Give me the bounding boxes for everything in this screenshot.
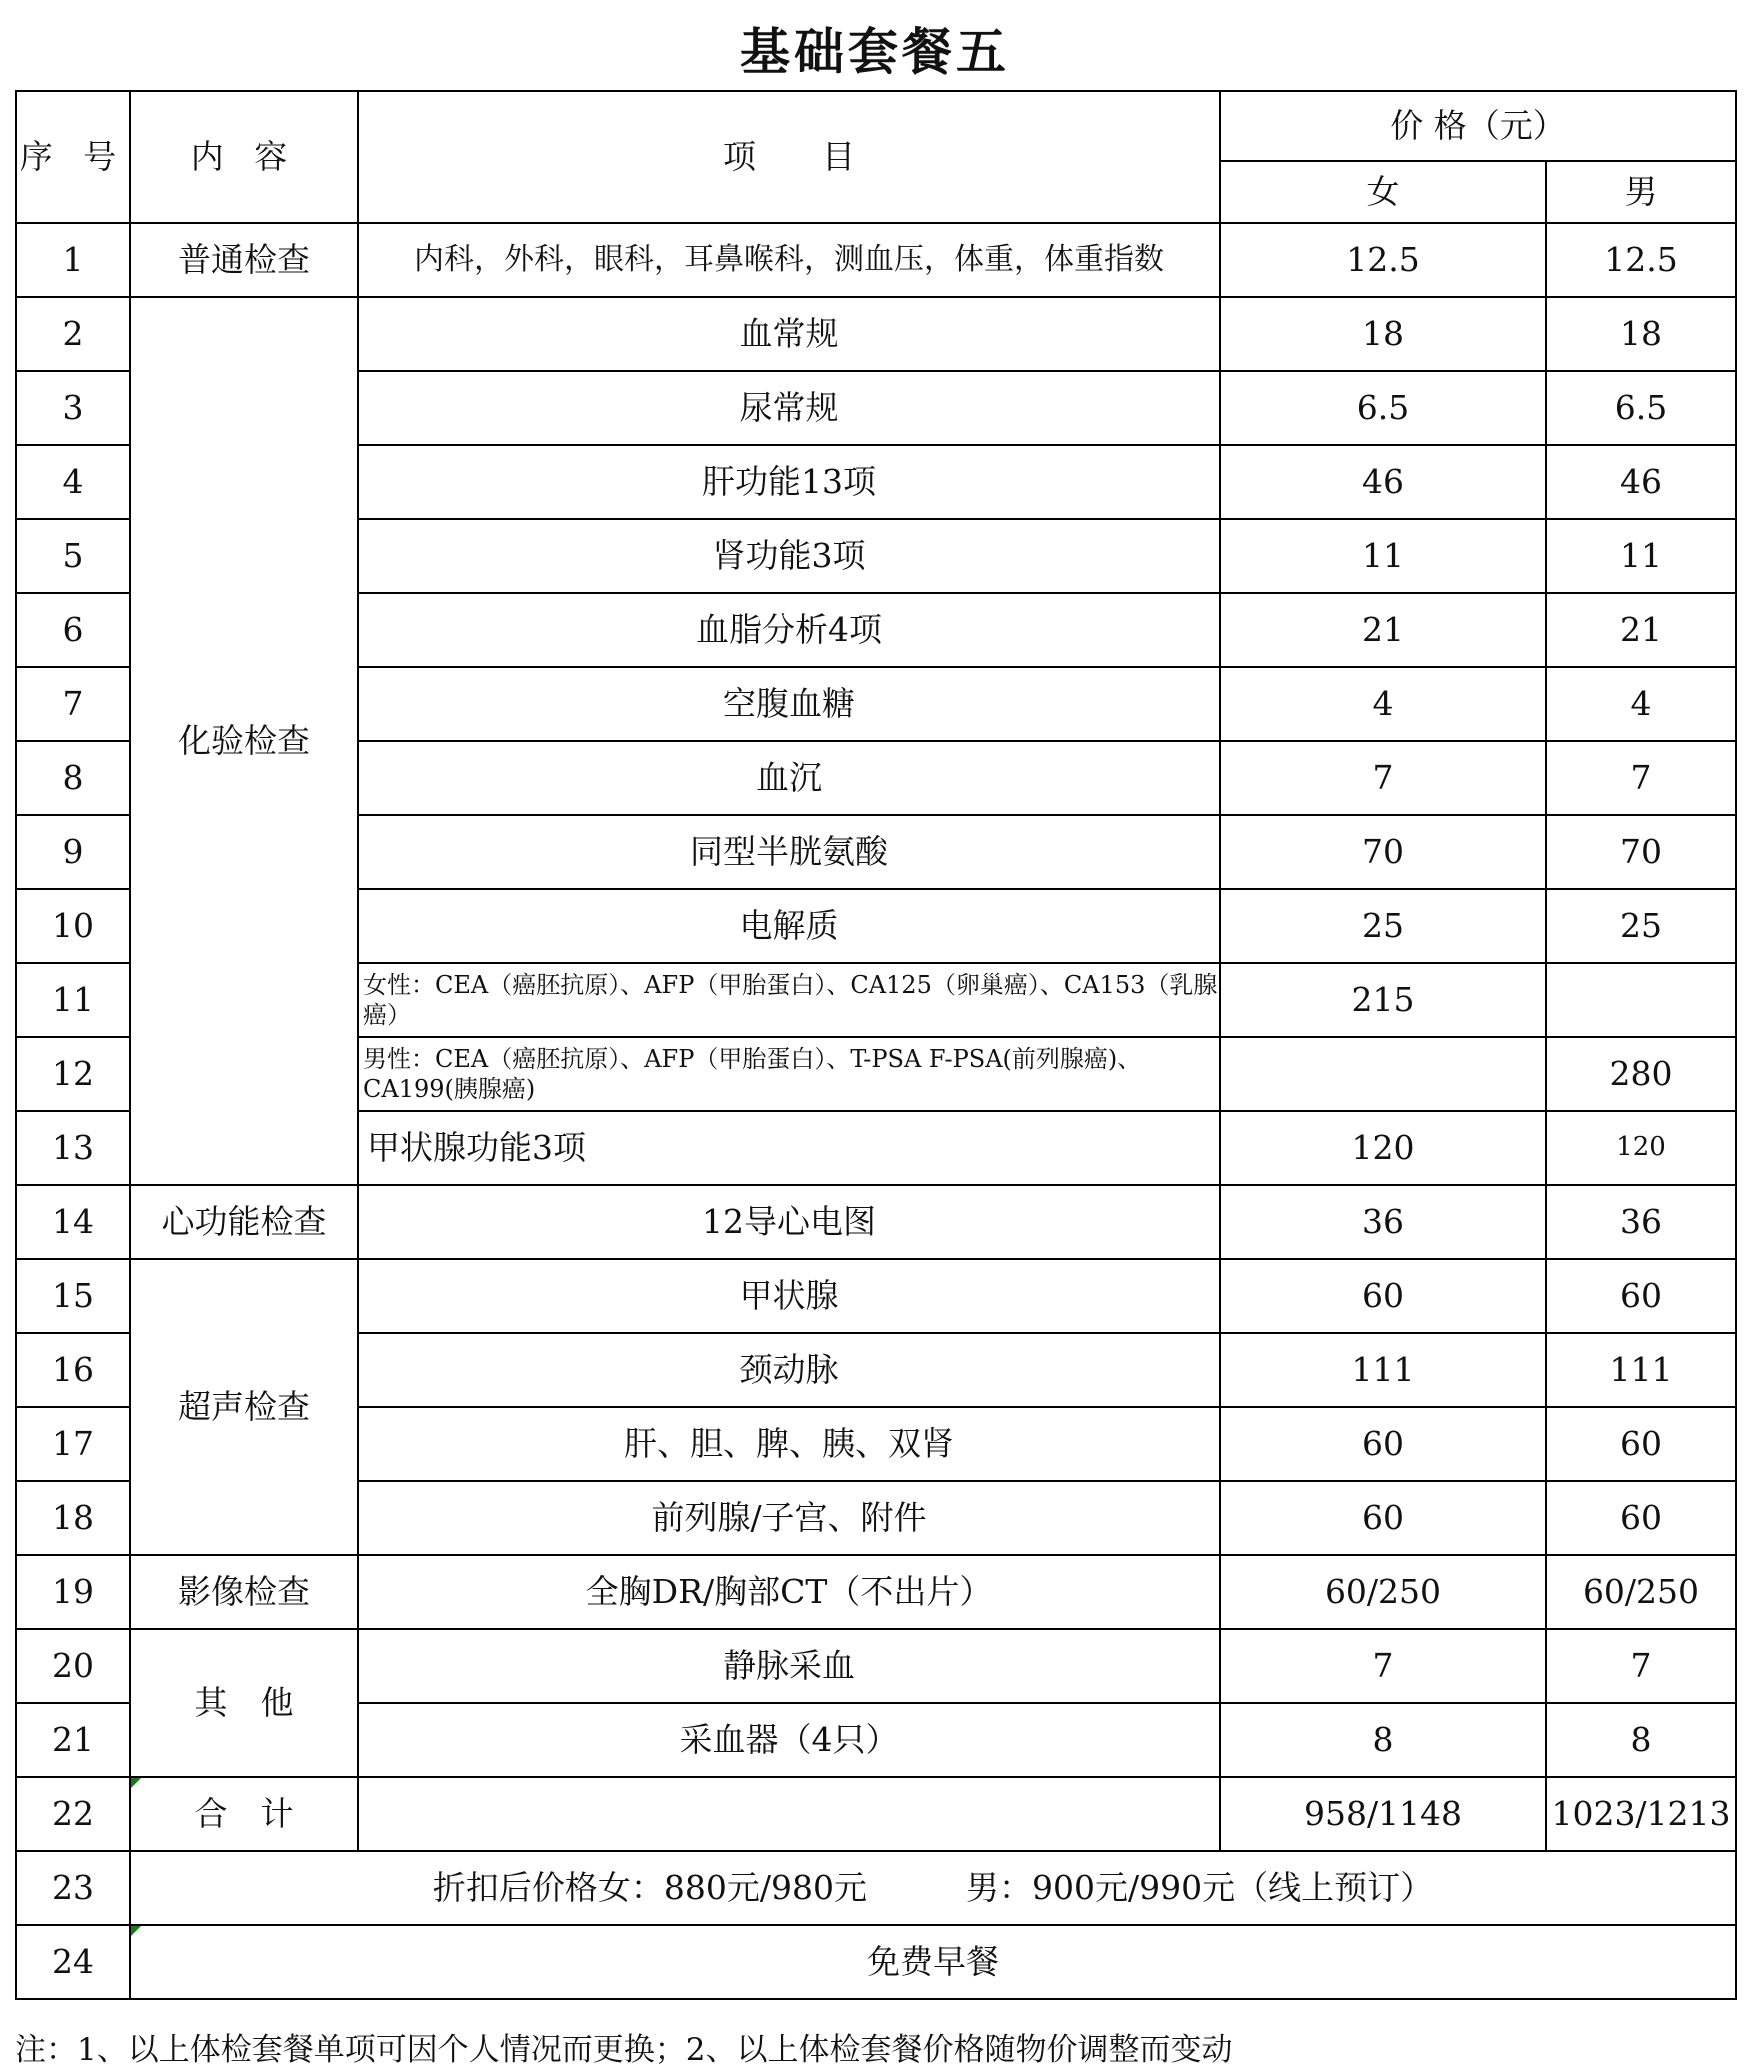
row-price-female: 7 (1220, 1629, 1546, 1703)
row-price-female: 60 (1220, 1407, 1546, 1481)
row-price-male (1546, 963, 1736, 1037)
header-male: 男 (1546, 161, 1736, 223)
row-no: 17 (16, 1407, 130, 1481)
row-item: 血常规 (358, 297, 1220, 371)
row-price-female: 18 (1220, 297, 1546, 371)
row-price-male: 36 (1546, 1185, 1736, 1259)
row-price-male: 60/250 (1546, 1555, 1736, 1629)
discount-text: 折扣后价格女：880元/980元 男：900元/990元（线上预订） (130, 1851, 1736, 1925)
row-price-female: 8 (1220, 1703, 1546, 1777)
row-no: 18 (16, 1481, 130, 1555)
page-title: 基础套餐五 (740, 23, 1010, 81)
header-item: 项 目 (358, 91, 1220, 223)
row-price-female: 4 (1220, 667, 1546, 741)
row-item: 血沉 (358, 741, 1220, 815)
row-price-male: 60 (1546, 1407, 1736, 1481)
row-no: 24 (16, 1925, 130, 1999)
header-content: 内 容 (130, 91, 358, 223)
row-price-female: 25 (1220, 889, 1546, 963)
row-item: 全胸DR/胸部CT（不出片） (358, 1555, 1220, 1629)
row-no: 19 (16, 1555, 130, 1629)
breakfast-text: 免费早餐 (130, 1925, 1736, 1999)
row-price-female: 215 (1220, 963, 1546, 1037)
row-price-female: 111 (1220, 1333, 1546, 1407)
row-price-male: 25 (1546, 889, 1736, 963)
row-no: 14 (16, 1185, 130, 1259)
row-price-female: 70 (1220, 815, 1546, 889)
row-no: 5 (16, 519, 130, 593)
row-category: 其 他 (130, 1629, 358, 1777)
row-item: 空腹血糖 (358, 667, 1220, 741)
row-price-male: 7 (1546, 1629, 1736, 1703)
header-no: 序 号 (16, 91, 130, 223)
row-price-male: 46 (1546, 445, 1736, 519)
row-item: 颈动脉 (358, 1333, 1220, 1407)
row-category: 化验检查 (130, 297, 358, 1185)
row-price-male: 18 (1546, 297, 1736, 371)
package-table (15, 90, 1737, 2000)
row-item: 甲状腺功能3项 (358, 1111, 1220, 1185)
row-no: 13 (16, 1111, 130, 1185)
row-price-male: 8 (1546, 1703, 1736, 1777)
row-no: 21 (16, 1703, 130, 1777)
row-no: 23 (16, 1851, 130, 1925)
row-price-male: 70 (1546, 815, 1736, 889)
row-price-female: 11 (1220, 519, 1546, 593)
row-price-female: 60 (1220, 1259, 1546, 1333)
row-price-male: 4 (1546, 667, 1736, 741)
row-category: 心功能检查 (130, 1185, 358, 1259)
footnote: 注：1、以上体检套餐单项可因个人情况而更换；2、以上体检套餐价格随物价调整而变动 (15, 2032, 1233, 2068)
row-item: 同型半胱氨酸 (358, 815, 1220, 889)
row-price-male: 111 (1546, 1333, 1736, 1407)
row-no: 6 (16, 593, 130, 667)
row-no: 3 (16, 371, 130, 445)
row-category: 影像检查 (130, 1555, 358, 1629)
row-item: 尿常规 (358, 371, 1220, 445)
row-no: 20 (16, 1629, 130, 1703)
row-item: 前列腺/子宫、附件 (358, 1481, 1220, 1555)
row-no: 11 (16, 963, 130, 1037)
row-no: 22 (16, 1777, 130, 1851)
row-price-male: 60 (1546, 1259, 1736, 1333)
row-price-female: 21 (1220, 593, 1546, 667)
row-item (358, 1777, 1220, 1851)
row-price-female: 60/250 (1220, 1555, 1546, 1629)
row-item: 12导心电图 (358, 1185, 1220, 1259)
row-item: 男性：CEA（癌胚抗原）、AFP（甲胎蛋白）、T-PSA F-PSA(前列腺癌)、CA199(胰腺癌) (358, 1037, 1220, 1111)
row-price-male: 1023/1213 (1546, 1777, 1736, 1851)
row-price-male: 11 (1546, 519, 1736, 593)
row-price-female: 46 (1220, 445, 1546, 519)
row-price-male: 120 (1546, 1111, 1736, 1185)
row-no: 7 (16, 667, 130, 741)
row-item: 内科，外科，眼科，耳鼻喉科，测血压，体重，体重指数 (358, 223, 1220, 297)
header-female: 女 (1220, 161, 1546, 223)
row-price-male: 60 (1546, 1481, 1736, 1555)
row-no: 2 (16, 297, 130, 371)
row-item: 女性：CEA（癌胚抗原）、AFP（甲胎蛋白）、CA125（卵巢癌）、CA153（乳腺癌） (358, 963, 1220, 1037)
row-no: 1 (16, 223, 130, 297)
row-price-female: 120 (1220, 1111, 1546, 1185)
row-category: 合 计 (130, 1777, 358, 1851)
row-category: 普通检查 (130, 223, 358, 297)
row-no: 16 (16, 1333, 130, 1407)
row-price-male: 280 (1546, 1037, 1736, 1111)
row-price-female: 6.5 (1220, 371, 1546, 445)
header-price: 价 格（元） (1220, 91, 1736, 161)
row-no: 8 (16, 741, 130, 815)
row-category: 超声检查 (130, 1259, 358, 1555)
row-no: 15 (16, 1259, 130, 1333)
row-price-male: 6.5 (1546, 371, 1736, 445)
row-no: 10 (16, 889, 130, 963)
row-price-male: 12.5 (1546, 223, 1736, 297)
row-price-female (1220, 1037, 1546, 1111)
row-price-female: 36 (1220, 1185, 1546, 1259)
row-price-female: 60 (1220, 1481, 1546, 1555)
row-price-female: 12.5 (1220, 223, 1546, 297)
row-no: 4 (16, 445, 130, 519)
row-item: 肾功能3项 (358, 519, 1220, 593)
row-item: 采血器（4只） (358, 1703, 1220, 1777)
row-price-female: 958/1148 (1220, 1777, 1546, 1851)
row-item: 电解质 (358, 889, 1220, 963)
row-item: 肝功能13项 (358, 445, 1220, 519)
row-price-female: 7 (1220, 741, 1546, 815)
row-item: 静脉采血 (358, 1629, 1220, 1703)
row-item: 血脂分析4项 (358, 593, 1220, 667)
row-price-male: 7 (1546, 741, 1736, 815)
row-price-male: 21 (1546, 593, 1736, 667)
row-no: 12 (16, 1037, 130, 1111)
row-no: 9 (16, 815, 130, 889)
row-item: 甲状腺 (358, 1259, 1220, 1333)
row-item: 肝、胆、脾、胰、双肾 (358, 1407, 1220, 1481)
